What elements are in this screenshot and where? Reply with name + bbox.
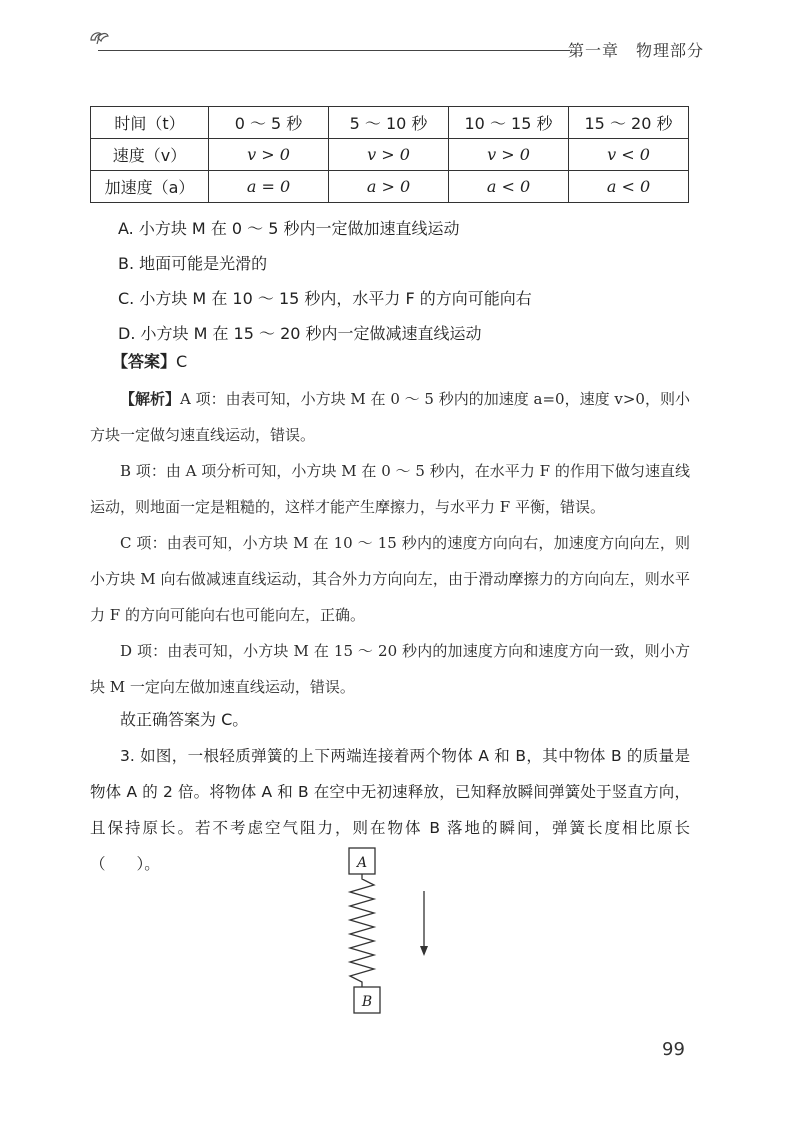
spring bbox=[350, 874, 374, 987]
conclusion: 故正确答案为 C。 bbox=[120, 710, 249, 729]
table-cell: 15 ～ 20 秒 bbox=[569, 107, 689, 139]
question-3: 3. 如图，一根轻质弹簧的上下两端连接着两个物体 A 和 B，其中物体 B 的质量是物体 A 的 2 倍。将物体 A 和 B 在空中无初速释放，已知释放瞬间弹簧处于竖直方向，且保持原长。若不考虑空气阻力，则在物体 B 落地的瞬间，弹簧长度相比原长（ ）。 bbox=[90, 747, 690, 873]
down-arrow-icon bbox=[420, 891, 428, 956]
option-a: A. 小方块 M 在 0 ～ 5 秒内一定做加速直线运动 bbox=[118, 219, 460, 238]
table-cell-acceleration-label: 加速度（a） bbox=[91, 171, 209, 203]
table-row-acceleration bbox=[91, 171, 689, 203]
table-cell: 0 ～ 5 秒 bbox=[209, 107, 329, 139]
table-cell: 10 ～ 15 秒 bbox=[449, 107, 569, 139]
table-cell-velocity-label: 速度（v） bbox=[91, 139, 209, 171]
motion-data-table bbox=[90, 106, 689, 203]
spring-figure bbox=[340, 846, 450, 1021]
table-cell: 5 ～ 10 秒 bbox=[329, 107, 449, 139]
table-cell: v > 0 bbox=[449, 139, 569, 171]
option-c: C. 小方块 M 在 10 ～ 15 秒内，水平力 F 的方向可能向右 bbox=[118, 289, 532, 308]
table-row-velocity bbox=[91, 139, 689, 171]
block-b bbox=[354, 987, 380, 1013]
table-row-time bbox=[91, 107, 689, 139]
table-cell: v > 0 bbox=[329, 139, 449, 171]
analysis-d: D 项：由表可知，小方块 M 在 15 ～ 20 秒内的加速度方向和速度方向一致，则小方块 M 一定向左做加速直线运动，错误。 bbox=[90, 642, 690, 696]
leaf-icon bbox=[88, 28, 110, 48]
answer-line bbox=[112, 349, 187, 372]
option-b: B. 地面可能是光滑的 bbox=[118, 254, 268, 273]
analysis-a bbox=[90, 381, 690, 453]
table-cell: a = 0 bbox=[209, 171, 329, 203]
answer-value: C bbox=[176, 352, 188, 371]
table-cell: v < 0 bbox=[569, 139, 689, 171]
table-cell: a < 0 bbox=[449, 171, 569, 203]
table-cell: a > 0 bbox=[329, 171, 449, 203]
option-d: D. 小方块 M 在 15 ～ 20 秒内一定做减速直线运动 bbox=[118, 324, 482, 343]
block-a bbox=[349, 848, 375, 874]
header-rule bbox=[98, 50, 568, 51]
analysis-b: B 项：由 A 项分析可知，小方块 M 在 0 ～ 5 秒内，在水平力 F 的作用下做匀速直线运动，则地面一定是粗糙的，这样才能产生摩擦力，与水平力 F 平衡，错误。 bbox=[90, 462, 690, 516]
page-number: 99 bbox=[662, 1039, 685, 1060]
page-header bbox=[88, 28, 708, 58]
answer-label: 【答案】 bbox=[112, 352, 177, 371]
table-cell: a < 0 bbox=[569, 171, 689, 203]
analysis-a-text: A 项：由表可知，小方块 M 在 0 ～ 5 秒内的加速度 a=0，速度 v>0，则小方块一定做匀速直线运动，错误。 bbox=[90, 390, 690, 444]
table-cell: v > 0 bbox=[209, 139, 329, 171]
chapter-title: 第一章 物理部分 bbox=[568, 41, 705, 60]
table-cell-time-label: 时间（t） bbox=[91, 107, 209, 139]
block-a-label: A bbox=[356, 855, 368, 871]
block-b-label: B bbox=[361, 994, 373, 1010]
analysis-label: 【解析】 bbox=[120, 390, 181, 408]
analysis-c: C 项：由表可知，小方块 M 在 10 ～ 15 秒内的速度方向向右，加速度方向向左，则小方块 M 向右做减速直线运动，其合外力方向向左，由于滑动摩擦力的方向向左，则水平力 F 的方向可能向右也可能向左，正确。 bbox=[90, 534, 690, 624]
